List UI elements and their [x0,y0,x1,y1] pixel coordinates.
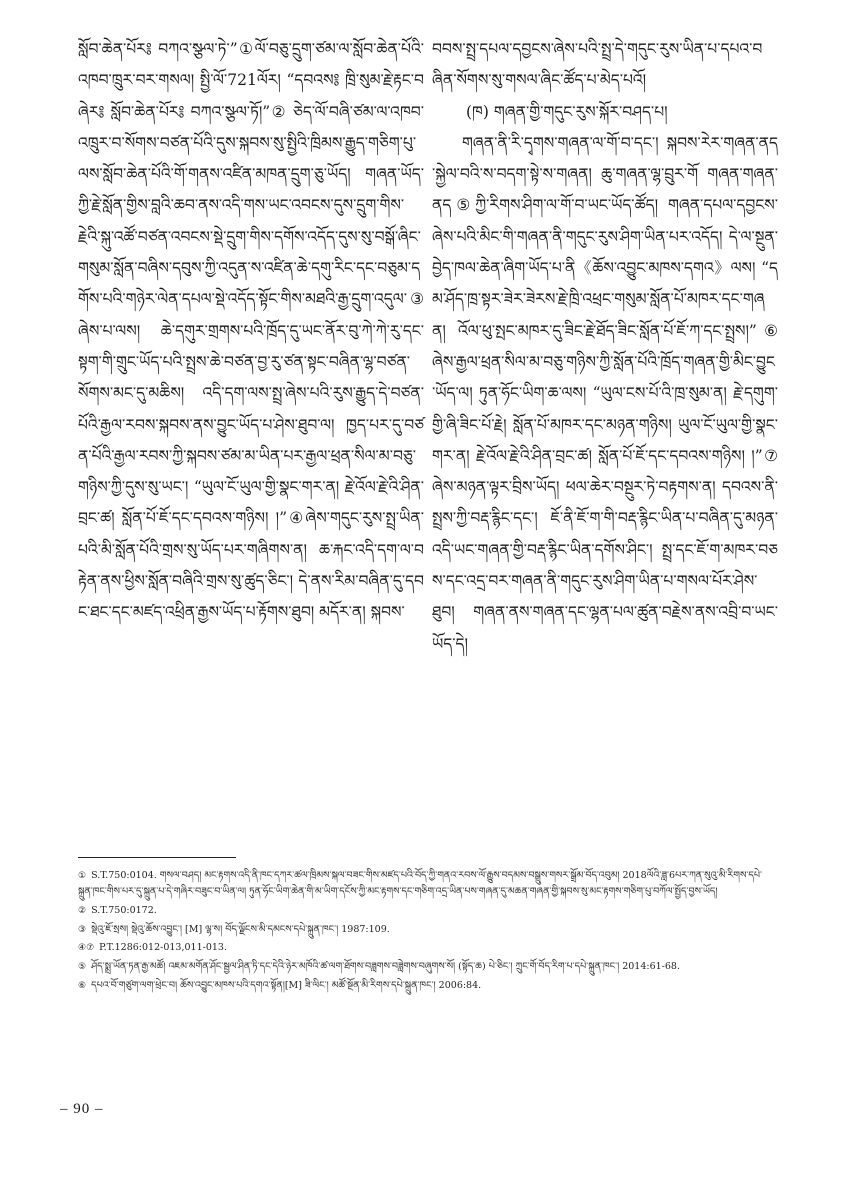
footnote-item [78,978,774,994]
right-column [432,34,778,660]
footnote-item [78,940,774,956]
footnote-text: སྡེའུ་ཇོ་སྲས། སྡེའུ་ཆོས་འབྱུང་། [M] ལྷ་ས། བོད་ལྗོངས་མི་དམངས་དཔེ་སྐྲུན་ཁང་། 1987:109. [91,923,390,935]
footnote-mark: ② [78,905,87,916]
footnote-mark: ⑤ [78,962,87,973]
footnotes [78,868,774,996]
page-number: – 90 – [60,1101,104,1117]
left-column [78,34,424,629]
footnote-text: P.T.1286:012-013,011-013. [99,942,227,954]
footnote-item [78,959,774,975]
body-paragraph: གཞན་ནི་རི་དྭགས་གཞན་ལ་གོ་བ་དང་། སྐབས་རེར་གཞན་ནད་སྐྱེལ་བའི་ས་བདག་སྟེ་ས་གཞན། ཆུ་གཞན་ལྷ་བྲུར་གོ གཞན་གཞན་ནད⑤ཀྱི་རིགས་ཤིག་ལ་གོ་བ་ཡང་ཡོད་ཚོད། གཞན་དཔལ་དབྱངས་ཞེས་པའི་མིང་གི་གཞན་ནི་གདུང་རུས་ཤིག་ཡིན་པར་འདོད། དེ་ལ་སྔུན་བྱེད་ཁལ་ཆེན་ཞིག་ཡོད་པ་ནི《ཆོས་འབྱུང་མཁས་དགའ》ལས། “དམ་ཤོད་ཁྲ་སྟར་ཟེར་ཟེརས་རྗེ་ཁྲི་འཕྲང་གསུམ་སློན་པོ་མཁར་དང་གཞན། འོལ་ཕུ་སྤང་མཁར་དུ་ཟིང་རྗེ་ཐོད་ཟིང་སློན་པོ་ཇོ་ཀ་དང་སྤྲས།”⑥ ཞེས་རྒྱལ་ཕྲན་སིལ་མ་བཅུ་གཉིས་ཀྱི་སློན་པོའི་ཁྲོད་གཞན་གྱི་མིང་བྱུང་ཡོད་ལ། ཏུན་ཧོང་ཡིག་ཆ་ལས། “ཡུལ་ངས་པོ་འི་ཁྲ་སུམ་ན། རྗེ་དགུག་གྱི་ཞི་ཟིང་པོ་རྗེ། སློན་པོ་མཁར་དང་མཉན་གཉིས། ཡུལ་ངོ་ཡུལ་གྱི་སྣང་གར་ན། རྗེ་འོལ་རྗེ་འི་ཤིན་བྲང་ཚ། སློན་པོ་ཇོ་དང་དབའས་གཉིས། །”⑦ ཞེས་མཉན་ལྟར་བྲིས་ཡོད། ཕལ་ཆེར་བསྔུར་ཏེ་བརྟགས་ན། དབའས་ནི་སྤྲས་ཀྱི་བརྡ་རྙིང་དང་། ཇོ་ནི་ཇོ་ག་གི་བརྡ་རྙིང་ཡིན་པ་བཞིན་དུ་མཉན་འདི་ཡང་གཞན་གྱི་བརྡ་རྙིང་ཡིན་དགོས་ཤིང་། སྤྲ་དང་ཇོ་ག་མཁར་བཅས་དང་འདྲ་བར་གཞན་ནི་གདུང་རུས་ཤིག་ཡིན་པ་གསལ་པོར་ཤེས་ཐུབ། གཞན་ནས་གཞན་དང་ལྷན་པལ་ཚུན་བརྗེས་ནས་འབྲི་བ་ཡང་ཡོད་དེ། [432,133,778,653]
footnote-item [78,903,774,919]
footnote-mark: ③ [78,924,87,935]
footnote-item [78,922,774,938]
footnote-text: ཤོད་སྨྲ་ཡོན་ཏན་རྒྱ་མཚོ། འཇམ་མགོན་ཤོང་སྦྱལ་ཤིན་ཏི་དང་དེའི་ཉེར་མཁོའི་ཚ་ལག་ཐོགས་བཟླགས་བཟླེགས་བཞུགས་སོ། (སྟོད་ཆ) པེ་ཅིང་། ཀྲུང་གོ་བོད་རིག་པ་དཔེ་སྐྲུན་ཁང་། 2014:61-68. [91,961,680,973]
footnote-item [78,868,774,900]
section-heading: (ཁ) གཞན་གྱི་གདུང་རུས་སྐོར་བཤད་པ། [466,102,668,121]
footnote-text: དཔའ་བོ་གཙུག་ལག་ཕྲེང་བ། ཆོས་འབྱུང་མཁས་པའི་དགའ་སྟོན།[M] ཟི་ལིང་། མཚོ་སྔོན་མི་རིགས་དཔེ་སྐྲུན་ཁང་། 2006:84. [91,979,482,991]
footnote-mark: ⑥ [78,980,87,991]
footnote-text: S.T.750:0172. [91,904,157,916]
footnote-mark: ④⑦ [78,943,95,954]
footnote-text: S.T.750:0104. གསལ་བཤད། མང་རྟགས་འདི་ནི་ཁང་དཀར་ཚལ་ཁྲིམས་སྐལ་བཟང་གིས་མཛད་པའི་བོད་ཀྱི་གནའ་རབས་ལོ་རྒྱུས་བདམས་བསྒྲུས་གསར་སྒྲོམ་བོད་འབུམ། 2018ལོའི་ཟླ་6པར་ཀན་སུའུ་མི་རིགས་དཔེ་སྐྲུན་ཁང་གིས་པར་དུ་སྐྲུན་པ་དེ་གཞིར་བཟུང་བ་ཡིན་ལ། ཏུན་ཧོང་ཡིག་ཆེན་གི་མ་ཡིག་དངོས་ཀྱི་མང་རྟགས་དང་གཅིག་འདྲ་ཡིན་པས་གཞན་དུ་མཆན་གཞན་གྱི་སྐབས་སུ་མང་རྟགས་གཅིག་པུ་བཀོལ་སྤྱོད་བྱས་ཡོད། [78,870,762,898]
body-paragraph: བབས་སྤྲ་དཔལ་དབྱངས་ཞེས་པའི་སྤྲ་དེ་གདུང་རུས་ཡིན་པ་དཔའ་བཞིན་སོགས་སུ་གསལ་ཞིང་ཚོད་པ་མེད་པའོ། [432,40,763,90]
footnote-divider [78,857,236,858]
body-paragraph: སློབ་ཆེན་པོར༔ བཀའ་སྩལ་ཏེ་”①ལོ་བཅུ་དྲུག་ཙམ་ལ་སློབ་ཆེན་པོའི་འཁབ་ཁྲུར་བར་གསལ། སྤྱི་ལོ་721ལོར། “དབའས༔ ཁྲི་སུམ་རྗེ་རྟང་བཞེར༔ སློབ་ཆེན་པོར༔ བཀའ་སྩལ་ཏོ།”② ཅེད་ལོ་བཞི་ཙམ་ལ་འཁབ་འཁྲུར་བ་སོགས་བཙན་པོའི་དུས་སྐབས་སུ་སྤྱིའི་ཁྲིམས་རྒྱུད་གཅིག་པུ་ལས་སློབ་ཆེན་པོའི་གོ་གནས་འཛིན་མཁན་དྲུག་ཅུ་ཡོད། གཞན་ཡོད་ཀྱི་རྗེ་སློན་གྱིས་བླའི་ཆབ་ནས་འདི་གས་ཡང་འབངས་དུས་དྲུག་གིས་རྗེའི་སྐུ་འཚོ་བཙན་འབངས་སྡེ་དྲུག་གིས་དགོས་འདོད་དུས་སུ་བསྒོ་ཞིང་གསུམ་སློན་བཞིས་དབུས་ཀྱི་འདུན་ས་འཛིན་ཆེ་དགུ་རིང་དང་བཅུམ་དགོས་པའི་གཉེར་ལེན་དཔལ་སྡེ་འདོད་སྟོང་གིས་མཐའི་རྒྱ་དྲུག་འདུལ་③ཞེས་པ་ལས། ཆེ་དགུར་གྲགས་པའི་ཁྲོད་དུ་ཡང་ནོར་བུ་ཀེ་ཀེ་རུ་དང་སྟག་གི་གྲུང་ཡོད་པའི་སྤྲས་ཆེ་བཙན་བྱ་རུ་ཙན་སྟང་བཞིན་ལྷ་བཙན་སོགས་མང་དུ་མཆིས། འདི་དག་ལས་སྤྲ་ཞེས་པའི་རུས་རྒྱུད་དེ་བཙན་པོའི་རྒྱལ་རབས་སྐབས་ནས་བྱུང་ཡོད་པ་ཤེས་ཐུབ་ལ། ཁྱད་པར་དུ་བཙན་པོའི་རྒྱལ་རབས་ཀྱི་སྐབས་ཙམ་མ་ཡིན་པར་རྒྱལ་ཕྲན་སིལ་མ་བཅུ་གཉིས་ཀྱི་དུས་སུ་ཡང་། “ཡུལ་ངོ་ཡུལ་གྱི་སྣང་གར་ན། རྗེ་འོལ་རྗེ་འི་ཤིན་བྲང་ཚ། སློན་པོ་ཇོ་དང་དབའས་གཉིས། །”④ཞེས་གདུང་རུས་སྤྲ་ཡིན་པའི་མི་སློན་པོའི་གྲས་སུ་ཡོད་པར་གཞིགས་ན། ཆ་རྐང་འདི་དག་ལ་བརྟེན་ནས་ཕྱིས་སློན་བཞིའི་གྲས་སུ་ཚུད་ཅིང་། དེ་ནས་རིམ་བཞིན་དུ་དབང་ཐང་དང་མཛད་འཕྲིན་རྒྱས་ཡོད་པ་རྟོགས་ཐུབ། མདོར་ན། སྐབས་ [78,40,424,622]
footnote-mark: ① [78,871,87,881]
